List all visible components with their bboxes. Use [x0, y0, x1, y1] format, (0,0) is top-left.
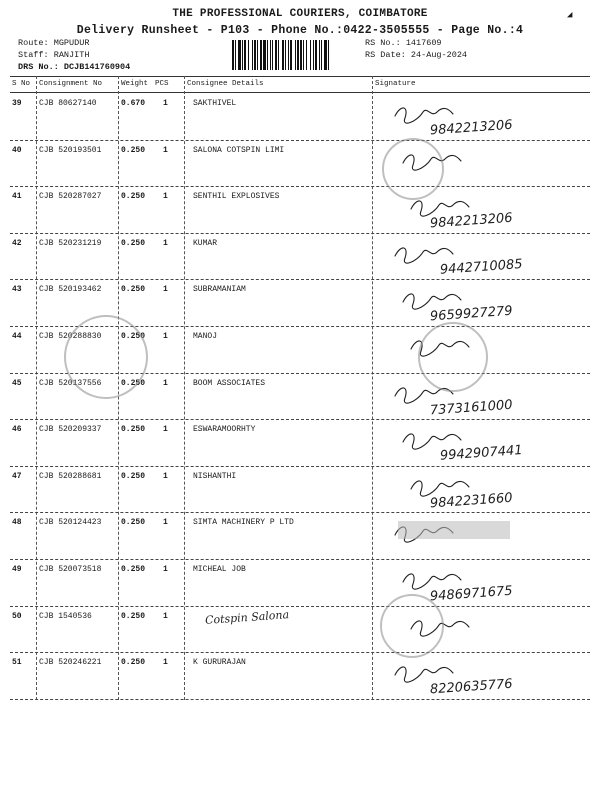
weight-value: 0.250	[121, 471, 146, 481]
signature-phone: 9842231660	[429, 490, 514, 512]
consignment-number: CJB 520073518	[39, 565, 102, 574]
route-label: Route:	[18, 38, 49, 48]
barcode	[232, 40, 360, 70]
signature-scribble	[395, 108, 453, 123]
barcode-bar	[244, 40, 246, 70]
barcode-bar	[297, 40, 299, 70]
weight-value: 0.250	[121, 425, 146, 435]
route-line	[18, 38, 89, 48]
barcode-bar	[257, 40, 258, 70]
signature-area	[375, 94, 590, 140]
consignment-number: CJB 80627140	[39, 99, 97, 108]
pieces-count: 1	[163, 611, 168, 621]
signature-scribble	[403, 294, 461, 309]
barcode-bar	[288, 40, 289, 70]
signature-phone: 9842213206	[429, 210, 514, 232]
pieces-count: 1	[163, 99, 168, 108]
weight-value: 0.250	[121, 238, 146, 248]
pieces-count: 1	[163, 425, 168, 435]
rs-no-line	[365, 38, 442, 48]
barcode-bar	[313, 40, 314, 70]
staff-value: RANJITH	[53, 50, 90, 60]
pieces-count: 1	[163, 518, 168, 528]
consignment-number: CJB 520231219	[39, 238, 102, 248]
table-row	[10, 94, 590, 140]
signature-phone: 8220635776	[429, 676, 514, 698]
consignment-number: CJB 1540536	[39, 611, 92, 621]
barcode-bar	[267, 40, 268, 70]
pieces-count: 1	[163, 238, 168, 248]
barcode-bar	[306, 40, 307, 70]
barcode-bar	[248, 40, 249, 70]
consignee-name: BOOM ASSOCIATES	[193, 378, 266, 388]
serial-number: 43	[12, 285, 22, 295]
consignee-name: MICHEAL JOB	[193, 565, 246, 574]
table-row	[10, 467, 590, 513]
consignee-name: ESWARAMOORHTY	[193, 425, 256, 435]
rs-date-label: RS Date:	[365, 50, 406, 60]
consignee-name: SIMTA MACHINERY P LTD	[193, 518, 294, 528]
rs-date-value: 24-Aug-2024	[410, 50, 468, 60]
barcode-bar	[260, 40, 262, 70]
barcode-bar	[252, 40, 253, 70]
handwritten-note: Cotspin Salona	[204, 608, 290, 627]
serial-number: 47	[12, 471, 22, 481]
signature-area	[375, 374, 590, 420]
signature-phone: 7373161000	[429, 397, 514, 419]
barcode-bar	[270, 40, 271, 70]
table-row	[10, 234, 590, 280]
col-header-consignment: Consignment No	[39, 80, 103, 88]
pieces-count: 1	[163, 378, 168, 388]
signature-area	[375, 234, 590, 280]
signature-area	[375, 467, 590, 513]
pieces-count: 1	[163, 145, 168, 155]
barcode-bar	[275, 40, 277, 70]
consignment-number: CJB 520288681	[39, 471, 102, 481]
barcode-bar	[315, 40, 317, 70]
office-stamp	[418, 322, 488, 392]
barcode-bar	[272, 40, 273, 70]
weight-value: 0.250	[121, 332, 146, 341]
signature-scribble	[395, 667, 453, 682]
consignee-name: SALONA COTSPIN LIMI	[193, 145, 285, 155]
col-header-weight: Weight	[121, 80, 149, 88]
row-rule	[10, 699, 590, 700]
weight-value: 0.250	[121, 378, 146, 388]
route-value: MGPUDUR	[53, 38, 90, 48]
barcode-bar	[290, 40, 292, 70]
col-header-pcs: PCS	[155, 80, 169, 88]
barcode-bar	[254, 40, 256, 70]
col-header-consignee: Consignee Details	[187, 80, 264, 88]
serial-number: 48	[12, 518, 22, 528]
barcode-bar	[263, 40, 266, 70]
table-top-rule	[10, 76, 590, 77]
table-row	[10, 653, 590, 699]
table-row	[10, 560, 590, 606]
pieces-count: 1	[163, 332, 168, 341]
header-bottom-rule	[10, 92, 590, 93]
rs-no-label: RS No.:	[365, 38, 401, 48]
consignee-name: KUMAR	[193, 238, 218, 248]
rs-no-value: 1417609	[405, 38, 442, 48]
table-row	[10, 607, 590, 653]
signature-area	[375, 653, 590, 699]
signature-scribble	[395, 248, 453, 263]
signature-phone: 9842213206	[429, 117, 514, 139]
consignment-number: CJB 520246221	[39, 658, 102, 668]
serial-number: 51	[12, 658, 22, 668]
weight-value: 0.250	[121, 565, 146, 574]
staff-line	[18, 50, 89, 60]
consignment-number: CJB 520287027	[39, 192, 102, 202]
consignment-number: CJB 520193462	[39, 285, 102, 295]
consignment-number: CJB 520193501	[39, 145, 102, 155]
barcode-bar	[300, 40, 302, 70]
pieces-count: 1	[163, 285, 168, 295]
serial-number: 39	[12, 99, 22, 108]
barcode-bar	[232, 40, 234, 70]
barcode-bar	[303, 40, 304, 70]
weight-value: 0.250	[121, 285, 146, 295]
rubber-stamp-bar	[398, 521, 510, 539]
office-stamp	[380, 594, 444, 658]
consignee-name: K GURURAJAN	[193, 658, 246, 668]
signature-scribble	[403, 434, 461, 449]
drs-line	[18, 62, 130, 72]
pieces-count: 1	[163, 658, 168, 668]
serial-number: 46	[12, 425, 22, 435]
drs-label: DRS No.:	[18, 62, 59, 72]
table-row	[10, 187, 590, 233]
barcode-bar	[319, 40, 320, 70]
signature-phone: 9659927279	[429, 304, 514, 325]
signature-area	[375, 420, 590, 466]
serial-number: 49	[12, 565, 22, 574]
serial-number: 42	[12, 238, 22, 248]
consignee-name: SENTHIL EXPLOSIVES	[193, 192, 280, 202]
table-row	[10, 420, 590, 466]
weight-value: 0.250	[121, 518, 146, 528]
signature-phone: 9942907441	[439, 443, 523, 464]
weight-value: 0.250	[121, 658, 146, 668]
signature-area	[375, 280, 590, 326]
staff-label: Staff:	[18, 50, 49, 60]
office-stamp	[382, 138, 444, 200]
consignee-name: MANOJ	[193, 332, 218, 341]
office-stamp	[64, 315, 148, 399]
pieces-count: 1	[163, 471, 168, 481]
table-row	[10, 141, 590, 187]
pieces-count: 1	[163, 192, 168, 202]
drs-value: DCJB141760904	[63, 62, 131, 72]
barcode-bar	[310, 40, 311, 70]
serial-number: 40	[12, 145, 22, 155]
barcode-bar	[324, 40, 327, 70]
serial-number: 45	[12, 378, 22, 388]
barcode-bar	[321, 40, 322, 70]
signature-scribble	[403, 574, 461, 589]
company-title: THE PROFESSIONAL COURIERS, COIMBATORE	[172, 8, 428, 20]
weight-value: 0.250	[121, 192, 146, 202]
barcode-bar	[242, 40, 243, 70]
barcode-bar	[235, 40, 236, 70]
consignee-name: SAKTHIVEL	[193, 99, 237, 108]
weight-value: 0.250	[121, 145, 146, 155]
serial-number: 41	[12, 192, 22, 202]
weight-value: 0.670	[121, 99, 146, 108]
consignment-number: CJB 520209337	[39, 425, 102, 435]
runsheet-subtitle: Delivery Runsheet - P103 - Phone No.:0422-3505555 - Page No.:4	[76, 24, 524, 37]
signature-phone: 9442710085	[439, 256, 523, 278]
barcode-bar	[278, 40, 279, 70]
consignee-name: NISHANTHI	[193, 471, 237, 481]
barcode-bar	[285, 40, 286, 70]
col-header-sno: S No	[12, 80, 31, 88]
barcode-bar	[295, 40, 296, 70]
barcode-bar	[328, 40, 329, 70]
rs-date-line	[365, 50, 467, 60]
signature-phone: 9486971675	[429, 583, 514, 605]
consignment-number: CJB 520124423	[39, 518, 102, 528]
serial-number: 50	[12, 611, 22, 621]
barcode-bar	[238, 40, 241, 70]
consignee-name: SUBRAMANIAM	[193, 285, 246, 295]
consignment-number: CJB 520137556	[39, 378, 102, 388]
corner-arrow-icon: ◢	[567, 10, 573, 20]
col-header-signature: Signature	[375, 80, 416, 88]
pieces-count: 1	[163, 565, 168, 574]
consignment-number: CJB 520288830	[39, 332, 102, 341]
serial-number: 44	[12, 332, 22, 341]
barcode-bar	[282, 40, 284, 70]
weight-value: 0.250	[121, 611, 146, 621]
